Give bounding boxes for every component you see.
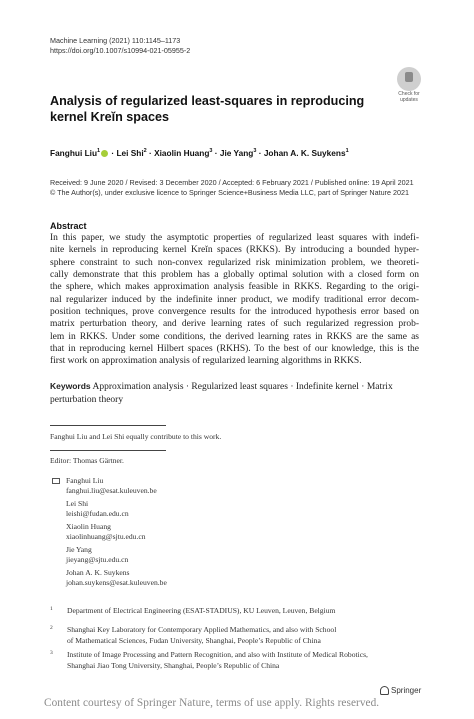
contact-email[interactable]: xiaolinhuang@sjtu.edu.cn: [66, 531, 146, 541]
contact-name: Johan A. K. Suykens: [66, 568, 130, 577]
badge-line-2: updates: [400, 96, 418, 103]
journal-volume-line: Machine Learning (2021) 110:1145–1173: [50, 36, 181, 45]
keywords-text: Approximation analysis · Regularized least squares · Indefinite kernel · Matrix perturbation theory: [50, 382, 393, 405]
keywords-label: Keywords: [50, 381, 91, 391]
contact-entry: [50, 476, 167, 495]
author-name[interactable]: Fanghui Liu: [50, 148, 98, 158]
contact-entry: [50, 545, 167, 564]
abstract-line: position techniques, prove convergence results for the introduced hypothesis error based on: [50, 307, 419, 318]
contact-name: Jie Yang: [66, 545, 92, 554]
affiliation-3: [50, 650, 420, 671]
abstract-line: that in reproducing kernel Hilbert spaces (RKHS). To the best of our knowledge, this is the: [50, 344, 419, 355]
author-name[interactable]: Lei Shi: [116, 148, 144, 158]
author-affiliation-mark: 3: [253, 148, 257, 155]
abstract-line: nal regularizer induced by the indefinite inner product, we modify traditional error decom-: [50, 294, 419, 305]
contact-email[interactable]: fanghui.liu@esat.kuleuven.be: [66, 485, 157, 495]
publication-dates: [50, 178, 414, 198]
abstract-line: In this paper, we study the asymptotic properties of regularized least squares with indefi-: [50, 233, 419, 243]
affiliation-text: Shanghai Jiao Tong University, Shanghai, People’s Republic of China: [67, 660, 280, 670]
contact-name: Xiaolin Huang: [66, 522, 111, 531]
author-separator: ·: [109, 148, 117, 158]
keywords-section: [50, 380, 419, 406]
contact-name: Fanghui Liu: [66, 476, 104, 485]
abstract-body: [50, 232, 419, 368]
author-list: [50, 148, 430, 158]
abstract-line: matrix perturbation theory, and derive learning rates of such regularized regression prob-: [50, 319, 419, 330]
author-contacts: [50, 476, 167, 591]
springer-horse-icon: [380, 686, 389, 695]
envelope-icon: [52, 478, 60, 484]
doi-link[interactable]: https://doi.org/10.1007/s10994-021-05955-2: [50, 46, 191, 55]
contact-entry: [50, 568, 167, 587]
footnote-divider: [50, 450, 166, 451]
affiliation-text: Shanghai Key Laboratory for Contemporary Applied Mathematics, and also with School: [67, 625, 337, 634]
affiliation-1: [50, 606, 420, 617]
contact-entry: [50, 499, 167, 518]
check-for-updates-badge[interactable]: [393, 67, 425, 103]
contact-email[interactable]: jieyang@sjtu.edu.cn: [66, 554, 129, 564]
history-dates: Received: 9 June 2020 / Revised: 3 December 2020 / Accepted: 6 February 2021 / Published online: 19 April 2021: [50, 178, 414, 187]
equal-contribution-note: Fanghui Liu and Lei Shi equally contribute to this work.: [50, 432, 222, 441]
author-name[interactable]: Xiaolin Huang: [154, 148, 210, 158]
abstract-line: lem in RKKS. Under some conditions, the derived learning rates in RKKS are the same as: [50, 331, 419, 342]
contact-name: Lei Shi: [66, 499, 89, 508]
editor-note: Editor: Thomas Gärtner.: [50, 456, 124, 465]
author-separator: ·: [146, 148, 155, 158]
affiliation-2: [50, 625, 420, 646]
affiliation-text: of Mathematical Sciences, Fudan University, Shanghai, People’s Republic of China: [67, 635, 321, 645]
publisher-logo: [380, 686, 421, 695]
abstract-line: first work on approximation analysis of regularized learning algorithms in RKKS.: [50, 356, 362, 367]
author-name[interactable]: Jie Yang: [219, 148, 254, 158]
contact-entry: [50, 522, 167, 541]
author-affiliation-mark: 1: [97, 148, 101, 155]
affiliation-number: 3: [50, 650, 53, 656]
contact-email[interactable]: johan.suykens@esat.kuleuven.be: [66, 577, 167, 587]
abstract-line: nite kernels in reproducing kernel Kreĭn spaces (RKKS). By introducing a bounded hyper-: [50, 245, 419, 256]
journal-citation: [50, 36, 190, 56]
copyright-line: © The Author(s), under exclusive licence to Springer Science+Business Media LLC, part of Springer Nature 2021: [50, 188, 409, 197]
contact-email[interactable]: leishi@fudan.edu.cn: [66, 508, 129, 518]
publisher-name: Springer: [391, 686, 422, 695]
author-separator: ·: [212, 148, 220, 158]
author-affiliation-mark: 2: [143, 148, 147, 155]
author-affiliation-mark: 1: [345, 148, 349, 155]
courtesy-watermark: Content courtesy of Springer Nature, terms of use apply. Rights reserved.: [44, 697, 380, 709]
abstract-line: sphere constraint to such non-convex regularized risk minimization problem, we theoreti-: [50, 257, 419, 268]
affiliation-number: 2: [50, 625, 53, 631]
abstract-heading: Abstract: [50, 221, 87, 231]
abstract-line: the sphere, which makes approximation analysis feasible in RKKS. Regarding to the origi-: [50, 282, 419, 293]
orcid-icon[interactable]: [101, 150, 108, 157]
author-separator: ·: [256, 148, 264, 158]
affiliation-number: 1: [50, 606, 53, 612]
abstract-line: cally demonstrate that this problem has a globally optimal solution with a closed form on: [50, 270, 419, 281]
author-affiliation-mark: 3: [209, 148, 213, 155]
bookmark-icon: [397, 67, 421, 91]
affiliation-text: Institute of Image Processing and Pattern Recognition, and also with Institute of Medical Robotics,: [67, 650, 368, 659]
paper-title: Analysis of regularized least-squares in reproducing kernel Kreĭn spaces: [50, 94, 365, 124]
footnote-divider: [50, 425, 166, 426]
badge-line-1: Check for: [398, 91, 420, 97]
author-name[interactable]: Johan A. K. Suykens: [263, 148, 346, 158]
affiliation-text: Department of Electrical Engineering (ESAT-STADIUS), KU Leuven, Leuven, Belgium: [67, 606, 336, 615]
